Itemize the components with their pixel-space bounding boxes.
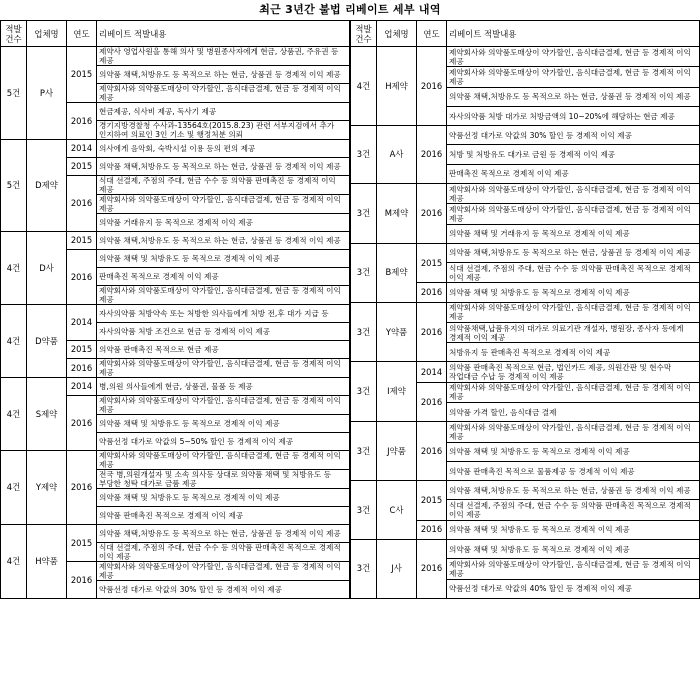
detail-cell — [447, 343, 700, 362]
detail-cell — [447, 579, 700, 599]
table-row — [351, 47, 700, 67]
detail-cell — [447, 559, 700, 579]
year-cell: 2015 — [67, 232, 97, 250]
company-name: S제약 — [27, 378, 67, 451]
detail-cell — [447, 243, 700, 262]
violation-detail: 식대 선결제, 주점의 주대, 현금 수수 등 의약품 판매촉진 등 경제적 이익 제공 — [99, 176, 336, 194]
year-cell: 2015 — [67, 525, 97, 562]
detail-cell — [97, 250, 350, 268]
violation-detail: 의약품 채택 및 처방유도 등 목적으로 경제적 이익 제공 — [449, 287, 630, 297]
company-name: P사 — [27, 47, 67, 140]
violation-detail: 의약품 채택,처방유도 등 목적으로 하는 현금, 상품권 등 경제적 이익 제공 — [99, 70, 341, 79]
year-cell: 2015 — [417, 243, 447, 283]
violation-detail: 약품선정 대가로 약값의 30% 할인 등 경제적 이익 제공 — [449, 130, 632, 140]
violation-detail: 의약품 채택 및 처방유도 등 목적으로 경제적 이익 제공 — [99, 493, 280, 502]
detail-cell — [97, 525, 350, 543]
violation-detail: 제약회사와 의약품도매상이 약가할인, 음식대금결제, 현금 등 경제적 이익 제공 — [99, 195, 341, 213]
violation-detail: 의약품 채택 및 거래유지 등 목적으로 경제적 이익 제공 — [449, 229, 630, 239]
violation-detail: 제약회사와 의약품도매상이 약가할인, 음식대금결제, 현금 등 경제적 이익 제공 — [99, 451, 341, 469]
violation-detail: 판매촉진 목적으로 경제적 이익 제공 — [449, 169, 569, 179]
detail-cell — [447, 263, 700, 283]
violation-detail: 처방 및 처방유도 대가로 금원 등 경제적 이익 제공 — [449, 150, 616, 159]
company-name: D사 — [27, 232, 67, 305]
detail-cell — [97, 47, 350, 66]
detail-cell — [447, 87, 700, 106]
violation-detail: 의약품 판매촉진 목적으로 물품제공 등 경제적 이익 제공 — [449, 466, 635, 476]
company-name: D제약 — [27, 140, 67, 232]
table-row — [1, 232, 350, 250]
violation-detail: 제약회사와 의약품도매상이 약가할인, 음식대금결제, 현금 등 경제적 이익 제공 — [449, 303, 691, 322]
detail-cell — [97, 507, 350, 525]
detail-cell — [97, 158, 350, 176]
year-cell: 2016 — [67, 396, 97, 451]
detail-cell — [97, 562, 350, 581]
detail-cell — [447, 283, 700, 302]
company-name: J사 — [377, 539, 417, 598]
detail-cell — [447, 302, 700, 322]
violation-detail: 의약품 채택 및 처방유도 등 목적으로 경제적 이익 제공 — [449, 447, 630, 457]
header-company: 업체명 — [377, 21, 417, 47]
company-name: I제약 — [377, 362, 417, 422]
violation-detail: 현금제공, 식사비 제공, 독사기 제공 — [99, 107, 217, 116]
company-name: D약품 — [27, 305, 67, 378]
detail-cell — [447, 106, 700, 125]
company-name: M제약 — [377, 183, 417, 243]
table-row — [351, 126, 700, 145]
violation-detail: 의약품 채택,처방유도 등 목적으로 하는 현금, 상품권 등 경제적 이익 제공 — [99, 529, 341, 538]
company-name: H제약 — [377, 47, 417, 126]
left-table — [0, 20, 350, 599]
detail-cell — [97, 268, 350, 286]
company-name: Y제약 — [27, 451, 67, 525]
violation-detail: 자사의약품 처방 조건으로 현금 등 경제적 이익 제공 — [99, 327, 270, 336]
detail-cell — [97, 451, 350, 470]
detail-cell — [447, 204, 700, 224]
violation-detail: 제약사 영업사원을 통해 의사 및 병원종사자에게 현금, 상품권, 주유권 등 제공 — [99, 47, 339, 65]
violation-count: 4건 — [351, 47, 377, 126]
detail-cell — [447, 403, 700, 422]
year-cell: 2016 — [67, 176, 97, 232]
violation-count: 3건 — [351, 481, 377, 540]
detail-cell — [447, 67, 700, 87]
table-row — [351, 183, 700, 203]
detail-cell — [97, 140, 350, 158]
violation-detail: 제약회사와 의약품도매상이 약가할인, 음식대금결제, 현금 등 경제적 이익 제공 — [449, 422, 691, 441]
detail-cell — [97, 305, 350, 323]
table-row — [1, 47, 350, 66]
year-cell: 2016 — [417, 382, 447, 422]
violation-detail: 식대 선결제, 주점의 주대, 현금 수수 등 의약품 판매촉진 목적으로 경제적 이익 제공 — [449, 263, 691, 282]
detail-cell — [447, 520, 700, 539]
company-name: B제약 — [377, 243, 417, 302]
detail-cell — [97, 359, 350, 378]
year-cell: 2015 — [67, 341, 97, 359]
detail-cell — [97, 433, 350, 451]
header-count: 적발 건수 — [351, 21, 377, 47]
header-content: 리베이트 적발내용 — [447, 21, 700, 47]
violation-detail: 제약회사와 의약품도매상이 약가할인, 음식대금결제, 현금 등 경제적 이익 제공 — [99, 84, 341, 102]
violation-detail: 의약품 채택 및 처방유도 등 목적으로 경제적 이익 제공 — [449, 525, 630, 535]
header-company: 업체명 — [27, 21, 67, 47]
violation-detail: 의약품 채택,처방유도 등 목적으로 하는 현금, 상품권 등 경제적 이익 제공 — [449, 92, 691, 102]
violation-detail: 경기지방경찰청 수사과-13564호(2015.8.23) 관련 서부지검에서 추가 인지하여 의료인 3인 기소 및 행정처분 의뢰 — [99, 121, 335, 139]
detail-cell — [97, 489, 350, 507]
violation-detail: 제약회사와 의약품도매상이 약가할인, 음식대금결제, 현금 등 경제적 이익 제공 — [449, 47, 691, 66]
violation-count: 4건 — [1, 378, 27, 451]
year-cell: 2016 — [417, 539, 447, 598]
violation-detail: 의약품 채택,처방유도 등 목적으로 하는 현금, 상품권 등 경제적 이익 제공 — [99, 162, 341, 171]
header-year: 연도 — [417, 21, 447, 47]
company-name: C사 — [377, 481, 417, 540]
year-cell: 2014 — [417, 362, 447, 382]
detail-cell — [97, 341, 350, 359]
year-cell: 2016 — [417, 183, 447, 243]
violation-count: 4건 — [1, 451, 27, 525]
violation-detail: 제약회사와 의약품도매상이 약가할인, 음식대금결제, 현금 등 경제적 이익 제공 — [449, 559, 691, 578]
header-content: 리베이트 적발내용 — [97, 21, 350, 47]
year-cell: 2015 — [67, 158, 97, 176]
violation-detail: 처방유지 등 판매촉진 목적으로 경제적 이익 제공 — [449, 347, 611, 357]
year-cell: 2014 — [67, 305, 97, 341]
violation-detail: 자사의약품 처방약속 또는 처방한 의사들에게 처방 전,후 대가 지급 등 — [99, 309, 329, 318]
detail-cell — [447, 126, 700, 145]
year-cell: 2016 — [67, 451, 97, 525]
violation-detail: 전국 병,의원개설자 및 소속 의사등 상대로 의약품 채택 및 처방유도 등 부당한 청탁 대가로 금품 제공 — [99, 470, 331, 488]
table-row — [1, 378, 350, 396]
company-name: Y약품 — [377, 302, 417, 362]
year-cell: 2016 — [417, 283, 447, 302]
detail-cell — [447, 322, 700, 342]
violation-detail: 의약품 거래유지 등 목적으로 경제적 이익 제공 — [99, 218, 253, 227]
detail-cell — [97, 396, 350, 415]
detail-cell — [97, 378, 350, 396]
violation-detail: 제약회사와 의약품도매상이 약가할인, 음식대금결제, 현금 등 경제적 이익 제공 — [449, 204, 691, 223]
violation-detail: 식대 선결제, 주점의 주대, 현금 수수 등 의약품 판매촉진 목적으로 경제적 이익 제공 — [449, 501, 691, 520]
violation-detail: 제약회사와 의약품도매상이 약가할인, 음식대금결제, 현금 등 경제적 이익 제공 — [449, 184, 691, 203]
violation-detail: 제약회사와 의약품도매상이 약가할인, 음식대금결제, 현금 등 경제적 이익 제공 — [99, 396, 341, 414]
violation-detail: 제약회사와 의약품도매상이 약가할인, 음식대금결제, 현금 등 경제적 이익 제공 — [99, 359, 341, 377]
detail-cell — [447, 183, 700, 203]
violation-count: 3건 — [351, 302, 377, 362]
page-title: 최근 3년간 불법 리베이트 세부 내역 — [259, 3, 441, 16]
detail-cell — [447, 145, 700, 164]
violation-count: 4건 — [1, 525, 27, 599]
detail-cell — [97, 415, 350, 433]
detail-cell — [97, 581, 350, 599]
detail-cell — [97, 195, 350, 214]
violation-detail: 의약품 가격 할인, 음식대금 결제 — [449, 407, 557, 417]
violation-detail: 의사에게 음악회, 숙박시설 이용 등의 편의 제공 — [99, 144, 256, 153]
year-cell: 2016 — [417, 126, 447, 184]
year-cell: 2016 — [67, 562, 97, 599]
detail-cell — [97, 121, 350, 140]
company-name: J약품 — [377, 422, 417, 481]
table-row — [1, 140, 350, 158]
year-cell: 2016 — [417, 302, 447, 362]
table-row — [351, 481, 700, 500]
violation-detail: 의약품 채택 및 처방유도 등 목적으로 경제적 이익 제공 — [99, 254, 280, 263]
violation-count: 3건 — [351, 422, 377, 481]
violation-detail: 약품선정 대가로 약값의 30% 할인 등 경제적 이익 제공 — [99, 585, 282, 594]
detail-cell — [447, 47, 700, 67]
violation-count: 3건 — [351, 243, 377, 302]
table-row — [1, 525, 350, 543]
violation-detail: 제약회사와 의약품도매상이 약가할인, 음식대금결제, 현금 등 경제적 이익 제공 — [449, 67, 691, 86]
table-row — [351, 422, 700, 442]
header-year: 연도 — [67, 21, 97, 47]
violation-detail: 약품선정 대가로 약값의 40% 할인 등 경제적 이익 제공 — [449, 584, 632, 594]
violation-detail: 의약품 판매촉진 목적으로 현금, 법인카드 제공, 의원간판 및 현수막 작업대금 수납 등 경제적 이익 제공 — [449, 363, 672, 382]
violation-detail: 의약품 채택,처방유도 등 목적으로 하는 현금, 상품권 등 경제적 이익 제공 — [449, 248, 691, 258]
detail-cell — [97, 176, 350, 195]
violation-count: 4건 — [1, 232, 27, 305]
detail-cell — [447, 500, 700, 520]
year-cell: 2016 — [67, 103, 97, 140]
detail-cell — [97, 470, 350, 489]
detail-cell — [447, 224, 700, 243]
detail-cell — [97, 323, 350, 341]
violation-detail: 제약회사와 의약품도매상이 약가할인, 음식대금결제, 현금 등 경제적 이익 제공 — [99, 286, 341, 304]
violation-detail: 약품선정 대가로 약값의 5~50% 할인 등 경제적 이익 제공 — [99, 437, 294, 446]
detail-cell — [447, 382, 700, 402]
violation-count: 5건 — [1, 47, 27, 140]
year-cell: 2016 — [417, 422, 447, 481]
violation-detail: 의약품 채택 및 처방유도 등 목적으로 경제적 이익 제공 — [449, 544, 630, 554]
detail-cell — [447, 539, 700, 558]
detail-cell — [97, 103, 350, 121]
violation-count: 5건 — [1, 140, 27, 232]
violation-count: 3건 — [351, 539, 377, 598]
violation-detail: 의약품채택,납품유지의 대가로 의료기관 개설자, 병원장, 종사자 등에게 경제적 이익 제공 — [449, 323, 684, 342]
violation-detail: 식대 선결제, 주점의 주대, 현금 수수 등 의약품 판매촉진 목적으로 경제적 이익 제공 — [99, 543, 341, 561]
year-cell: 2015 — [417, 481, 447, 521]
violation-detail: 자사의약품 처방 대가로 처방금액의 10~20%에 해당하는 현금 제공 — [449, 111, 675, 121]
detail-cell — [97, 543, 350, 562]
detail-cell — [97, 232, 350, 250]
violation-detail: 제약회사와 의약품도매상이 약가할인, 음식대금결제, 현금 등 경제적 이익 제공 — [449, 383, 691, 402]
violation-count: 3건 — [351, 183, 377, 243]
detail-cell — [447, 362, 700, 382]
detail-cell — [447, 442, 700, 461]
violation-detail: 의약품 판매촉진 목적으로 경제적 이익 제공 — [99, 511, 244, 520]
violation-detail: 의약품 판매촉진 목적으로 현금 제공 — [99, 345, 219, 354]
table-row — [351, 243, 700, 262]
company-name: H약품 — [27, 525, 67, 599]
violation-count: 4건 — [1, 305, 27, 378]
violation-detail: 의약품 채택,처방유도 등 목적으로 하는 현금, 상품권 등 경제적 이익 제공 — [449, 485, 691, 495]
violation-detail: 제약회사와 의약품도매상이 약가할인, 음식대금결제, 현금 등 경제적 이익 제공 — [99, 562, 341, 580]
header-count: 적발 건수 — [1, 21, 27, 47]
detail-cell — [447, 164, 700, 183]
violation-detail: 의약품 채택,처방유도 등 목적으로 하는 현금, 상품권 등 경제적 이익 제공 — [99, 236, 341, 245]
tables-wrapper — [0, 20, 700, 599]
year-cell: 2014 — [67, 140, 97, 158]
violation-detail: 병,의원 의사들에게 현금, 상품권, 물품 등 제공 — [99, 382, 253, 391]
violation-detail: 판매촉진 목적으로 경제적 이익 제공 — [99, 272, 219, 281]
detail-cell — [447, 422, 700, 442]
table-row — [1, 305, 350, 323]
table-row — [1, 451, 350, 470]
year-cell: 2015 — [67, 47, 97, 103]
year-cell: 2016 — [67, 359, 97, 378]
year-cell: 2014 — [67, 378, 97, 396]
right-table — [350, 20, 700, 599]
violation-count: 3건 — [351, 362, 377, 422]
violation-count: 3건 — [351, 126, 377, 184]
table-row — [351, 302, 700, 322]
detail-cell — [97, 84, 350, 103]
detail-cell — [97, 286, 350, 305]
year-cell: 2016 — [417, 47, 447, 126]
detail-cell — [97, 66, 350, 84]
detail-cell — [447, 461, 700, 480]
company-name: A사 — [377, 126, 417, 184]
detail-cell — [97, 214, 350, 232]
table-row — [351, 362, 700, 382]
year-cell: 2016 — [417, 520, 447, 539]
table-row — [351, 539, 700, 558]
detail-cell — [447, 481, 700, 500]
year-cell: 2016 — [67, 250, 97, 305]
violation-detail: 의약품 채택 및 처방유도 등 목적으로 경제적 이익 제공 — [99, 419, 280, 428]
